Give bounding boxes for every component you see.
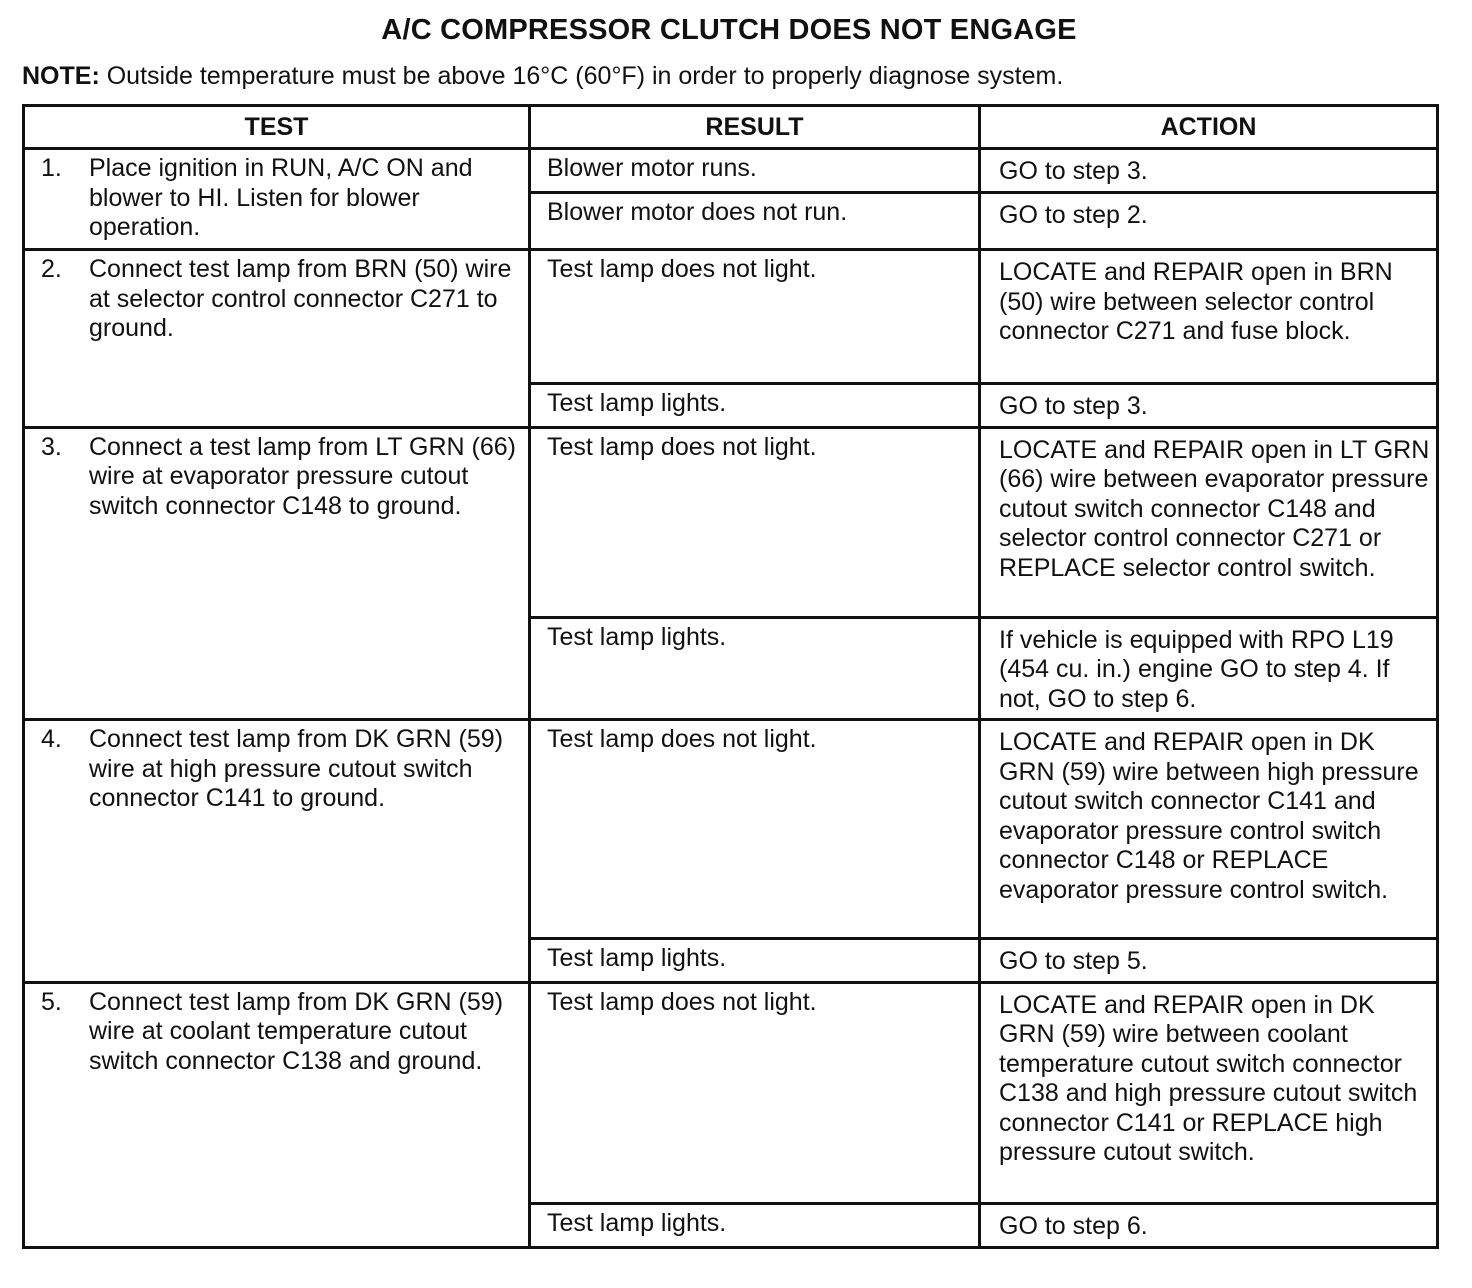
table-row bbox=[24, 982, 1438, 1203]
action-cell: GO to step 2. bbox=[980, 193, 1438, 250]
result-cell: Test lamp does not light. bbox=[530, 427, 980, 617]
step-5-test-cell bbox=[24, 982, 530, 1247]
note bbox=[22, 62, 1063, 91]
header-test: TEST bbox=[24, 106, 530, 149]
action-cell: LOCATE and REPAIR open in DK GRN (59) wire between high pressure cutout switch connector C141 and evaporator pressure control switch connector C148 or REPLACE evaporator pressure control switch. bbox=[980, 720, 1438, 939]
note-label: NOTE: bbox=[22, 62, 100, 90]
result-cell: Test lamp does not light. bbox=[530, 720, 980, 939]
result-cell: Test lamp lights. bbox=[530, 384, 980, 428]
step-4-test-cell bbox=[24, 720, 530, 983]
step-1-test-cell bbox=[24, 149, 530, 250]
header-row bbox=[24, 106, 1438, 149]
result-cell: Test lamp does not light. bbox=[530, 982, 980, 1203]
result-cell: Test lamp lights. bbox=[530, 617, 980, 720]
step-number: 2. bbox=[41, 255, 62, 283]
result-cell: Test lamp lights. bbox=[530, 1203, 980, 1247]
table-row bbox=[24, 149, 1438, 193]
action-cell: LOCATE and REPAIR open in LT GRN (66) wire between evaporator pressure cutout switch connector C148 and selector control connector C271 or REPLACE selector control switch. bbox=[980, 427, 1438, 617]
table-row bbox=[24, 250, 1438, 384]
step-test-text: Connect test lamp from DK GRN (59) wire at high pressure cutout switch connector C141 to ground. bbox=[89, 725, 504, 812]
action-cell: LOCATE and REPAIR open in DK GRN (59) wire between coolant temperature cutout switch connector C138 and high pressure cutout switch connector C141 or REPLACE high pressure cutout switch. bbox=[980, 982, 1438, 1203]
step-test-text: Place ignition in RUN, A/C ON and blower to HI. Listen for blower operation. bbox=[89, 154, 473, 241]
note-text: Outside temperature must be above 16°C (60°F) in order to properly diagnose system. bbox=[99, 62, 1064, 90]
result-cell: Blower motor does not run. bbox=[530, 193, 980, 250]
action-cell: LOCATE and REPAIR open in BRN (50) wire between selector control connector C271 and fuse block. bbox=[980, 250, 1438, 384]
action-cell: GO to step 3. bbox=[980, 384, 1438, 428]
step-test-text: Connect test lamp from BRN (50) wire at selector control connector C271 to ground. bbox=[89, 255, 512, 342]
action-cell: GO to step 5. bbox=[980, 939, 1438, 983]
action-cell: GO to step 6. bbox=[980, 1203, 1438, 1247]
step-number: 1. bbox=[41, 154, 62, 182]
result-cell: Test lamp lights. bbox=[530, 939, 980, 983]
table-row bbox=[24, 720, 1438, 939]
table-row bbox=[24, 427, 1438, 617]
step-number: 4. bbox=[41, 725, 62, 753]
step-number: 5. bbox=[41, 987, 62, 1016]
page-title: A/C COMPRESSOR CLUTCH DOES NOT ENGAGE bbox=[381, 14, 1077, 46]
result-cell: Blower motor runs. bbox=[530, 149, 980, 193]
step-2-test-cell bbox=[24, 250, 530, 428]
action-cell: If vehicle is equipped with RPO L19 (454 cu. in.) engine GO to step 4. If not, GO to step 6. bbox=[980, 617, 1438, 720]
step-test-text: Connect test lamp from DK GRN (59) wire at coolant temperature cutout switch connector C138 and ground. bbox=[89, 987, 504, 1075]
step-test-text: Connect a test lamp from LT GRN (66) wire at evaporator pressure cutout switch connector C148 to ground. bbox=[89, 432, 517, 520]
step-3-test-cell bbox=[24, 427, 530, 720]
header-result: RESULT bbox=[530, 106, 980, 149]
header-action: ACTION bbox=[980, 106, 1438, 149]
step-number: 3. bbox=[41, 432, 62, 461]
action-cell: GO to step 3. bbox=[980, 149, 1438, 193]
diagnosis-table bbox=[22, 104, 1439, 1249]
result-cell: Test lamp does not light. bbox=[530, 250, 980, 384]
